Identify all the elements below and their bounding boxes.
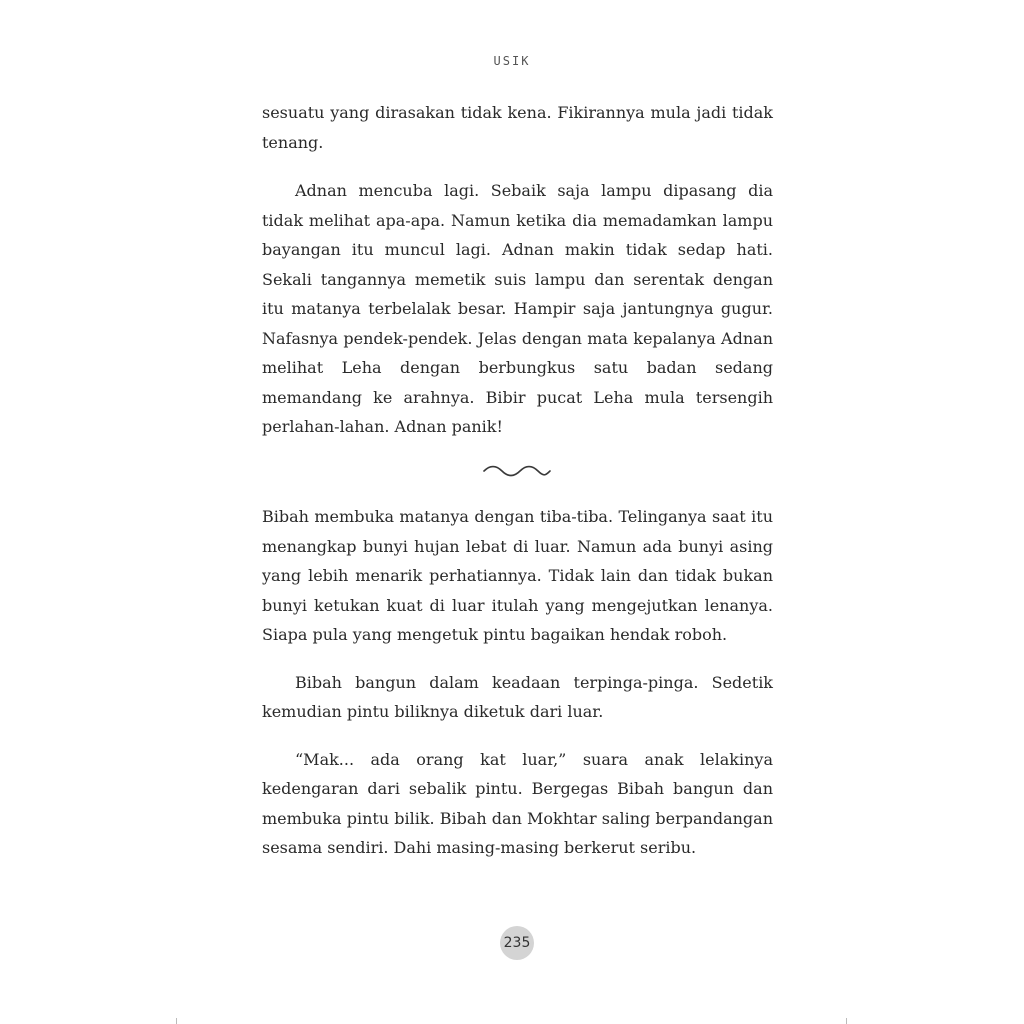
running-header: USIK [493,54,531,68]
wave-divider-icon [480,462,552,480]
text-block-2 [262,176,773,442]
crop-mark-right [846,1018,847,1024]
page-number: 235 [500,926,534,960]
paragraph-mak-dialogue: “Mak... ada orang kat luar,” suara anak lelakinya kedengaran dari sebalik pintu. Bergegas Bibah bangun dan membuka pintu bilik. Bibah dan Mokhtar saling berpandangan sesama sendiri. Dahi masing-masing berkerut seribu. [262,749,773,857]
paragraph-adnan: Adnan mencuba lagi. Sebaik saja lampu dipasang dia tidak melihat apa-apa. Namun ketika dia memadamkan lampu bayangan itu muncul lagi. Adnan makin tidak sedap hati. Sekali tangannya memetik suis lampu dan serentak dengan itu matanya terbelalak besar. Hampir saja jantungnya gugur. Nafasnya pendek-pendek. Jelas dengan mata kepalanya Adnan melihat Leha dengan berbungkus satu badan sedang memandang ke arahnya. Bibir pucat Leha mula tersengih perlahan-lahan. Adnan panik! [262,181,773,436]
text-block-1 [262,98,773,157]
paragraph-bibah-gets-up: Bibah bangun dalam keadaan terpinga-pinga. Sedetik kemudian pintu biliknya diketuk dari luar. [262,672,773,721]
paragraph-continuation: sesuatu yang dirasakan tidak kena. Fikirannya mula jadi tidak tenang. [262,103,773,152]
paragraph-bibah-wakes: Bibah membuka matanya dengan tiba-tiba. Telinganya saat itu menangkap bunyi hujan lebat di luar. Namun ada bunyi asing yang lebih menarik perhatiannya. Tidak lain dan tidak bukan bunyi ketukan kuat di luar itulah yang mengejutkan lenanya. Siapa pula yang mengetuk pintu bagaikan hendak roboh. [262,507,773,644]
crop-mark-left [176,1018,177,1024]
text-block-3 [262,502,773,863]
